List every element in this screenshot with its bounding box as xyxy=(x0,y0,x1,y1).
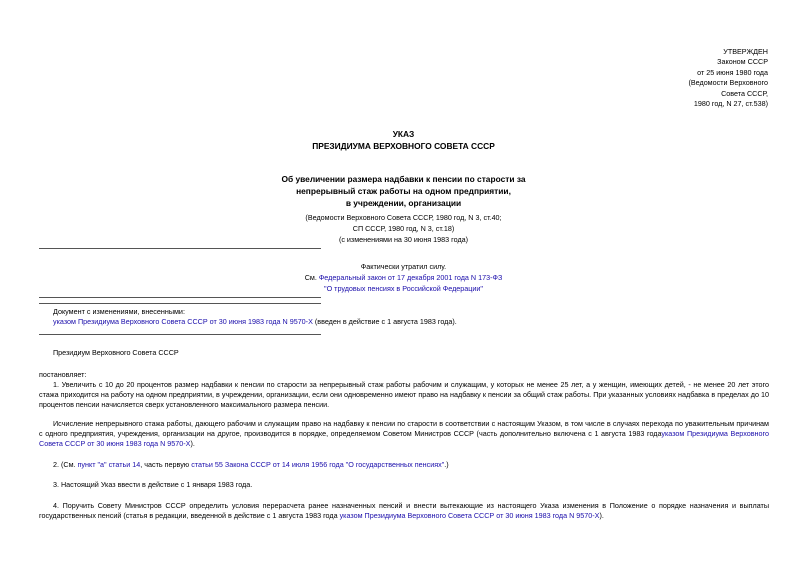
validity-status xyxy=(0,262,807,294)
paragraph-5-end: ). xyxy=(599,511,604,521)
approval-line: (Ведомости Верховного xyxy=(688,78,768,88)
issuer-line: Президиум Верховного Совета СССР xyxy=(53,348,179,357)
paragraph-2-text: Исчисление непрерывного стажа работы, дающего рабочим и служащим право на надбавку к пенсии по старости в соответствии с настоящим Указом, в том числе в случаях перехода по уважительным причинам с одного предприятия, учреждения, организации на другое, производится в порядке, определяемом Советом Министров СССР (часть дополнительно включена с 1 августа 1983 года xyxy=(39,419,769,439)
paragraph-5 xyxy=(39,501,769,521)
publication-source xyxy=(0,213,807,245)
status-reference xyxy=(0,284,807,295)
approval-line: от 25 июня 1980 года xyxy=(697,67,768,77)
divider xyxy=(39,334,321,335)
paragraph-3-end: .) xyxy=(444,460,449,469)
paragraph-5-text: 4. Поручить Совету Министров СССР определить условия перерасчета ранее назначенных пенсий и внести вытекающие из настоящего Указа изменения в Положение о порядке назначения и выплаты государственных пенсий (статья в редакции, введенной в действие с 1 августа 1983 года xyxy=(39,501,769,521)
document-title xyxy=(0,173,807,210)
source-line: (Ведомости Верховного Совета СССР, 1980 год, N 3, ст.40; xyxy=(305,213,502,222)
amendment-decree-link[interactable]: указом Президиума Верховного Совета СССР от 30 июня 1983 года N 9570-X xyxy=(39,429,769,449)
title-line: Об увеличении размера надбавки к пенсии по старости за xyxy=(281,174,526,184)
see-label: См. xyxy=(304,272,317,282)
approval-line: Законом СССР xyxy=(717,57,768,67)
paragraph-2 xyxy=(39,419,769,450)
paragraph-4: 3. Настоящий Указ ввести в действие с 1 января 1983 года. xyxy=(53,480,253,489)
divider xyxy=(39,303,321,304)
approval-line: Совета СССР, xyxy=(721,88,768,98)
status-reference xyxy=(0,273,807,284)
issuer-heading: ПРЕЗИДИУМА ВЕРХОВНОГО СОВЕТА СССР xyxy=(312,141,495,152)
document-heading xyxy=(0,128,807,152)
title-line: непрерывный стаж работы на одном предприятии, xyxy=(296,186,511,197)
paragraph-3 xyxy=(39,460,769,470)
source-line: (с изменениями на 30 июня 1983 года) xyxy=(338,234,469,244)
pension-law-link[interactable]: статьи 55 Закона СССР от 14 июля 1956 года "О государственных пенсиях" xyxy=(191,460,445,469)
amendment-decree-link[interactable]: указом Президиума Верховного Совета СССР от 30 июня 1983 года N 9570-X xyxy=(53,317,313,327)
federal-law-link[interactable]: Федеральный закон от 17 декабря 2001 года N 173-ФЗ xyxy=(318,272,503,282)
divider xyxy=(39,248,321,249)
divider xyxy=(39,297,321,298)
paragraph-3-text: 2. (См. xyxy=(53,460,78,469)
federal-law-title-link[interactable]: "О трудовых пенсиях в Российской Федерации" xyxy=(324,283,483,293)
approval-line: УТВЕРЖДЕН xyxy=(723,47,768,56)
resolves-label: постановляет: xyxy=(39,370,87,379)
title-line: в учреждении, организации xyxy=(345,198,462,209)
paragraph-1: 1. Увеличить с 10 до 20 процентов размер надбавки к пенсии по старости за непрерывный стаж работы рабочим и служащим, у которых не менее 25 лет, а у женщин, имеющих детей, - не менее 20 лет этого стажа приходится на работу на одном предприятии, в учреждении, организации, если они одновременно имеют право на надбавку к пенсии за общий стаж работы. При указанных условиях надбавка в пределах до 10 процентов пенсии начисляется сверх установленного максимального размера пенсии. xyxy=(39,380,769,410)
changes-suffix: (введен в действие с 1 августа 1983 года). xyxy=(312,317,457,327)
changes-reference xyxy=(39,317,769,327)
changes-intro: Документ с изменениями, внесенными: xyxy=(53,307,185,316)
approval-line: 1980 год, N 27, ст.538) xyxy=(693,99,768,109)
decree-label: УКАЗ xyxy=(392,129,415,139)
paragraph-3-text: , часть первую xyxy=(140,460,192,469)
status-text: Фактически утратил силу. xyxy=(360,262,447,271)
changes-note xyxy=(39,307,769,327)
paragraph-2-end: ). xyxy=(190,439,195,449)
source-line: СП СССР, 1980 год, N 3, ст.18) xyxy=(352,223,455,233)
article-14-link[interactable]: пункт "а" статьи 14 xyxy=(77,460,141,469)
approval-stamp xyxy=(688,47,768,110)
amendment-decree-link[interactable]: указом Президиума Верховного Совета СССР от 30 июня 1983 года N 9570-X xyxy=(339,511,600,521)
